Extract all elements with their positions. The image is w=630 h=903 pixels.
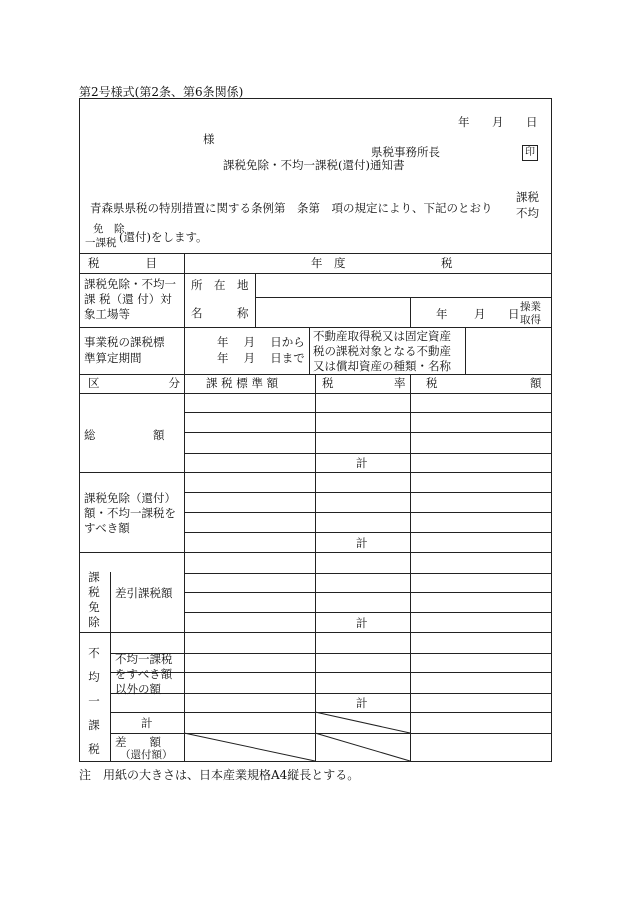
form-reference: 第2号様式(第2条、第6条関係) [79, 85, 244, 99]
uneven-other-2: をすべき額 [115, 667, 173, 681]
col-amount-1: 税 [426, 376, 438, 390]
footnote: 注 用紙の大きさは、日本産業規格A4縦長とする。 [79, 768, 360, 782]
addressee-suffix: 様 [203, 132, 215, 146]
choice-right-1: 課税 [516, 190, 539, 204]
uneven-other-3: 以外の額 [115, 682, 161, 696]
exemption-vertical-label: 課税免除 [88, 570, 100, 629]
total-label: 総 額 [84, 428, 165, 442]
period-label-2: 準算定期間 [84, 351, 142, 365]
col-base: 課 税 標 準 額 [206, 376, 279, 390]
diff-label-2: （還付額） [120, 749, 173, 761]
period-to: 年 月 日まで [217, 351, 305, 365]
deducted-subtotal: 計 [356, 616, 368, 630]
total-subtotal: 計 [356, 456, 368, 470]
fiscal-year-label: 年 度 [311, 256, 346, 270]
strike-rate-diff [315, 733, 410, 761]
tax-item-label: 税 目 [88, 256, 157, 270]
op-day: 日 [508, 307, 520, 321]
strike-base-diff [184, 733, 315, 761]
choice-right-2: 不均 [516, 206, 539, 220]
uneven-sum-label: 計 [141, 716, 153, 730]
body-line-2-tail: (還付)をします。 [119, 230, 208, 244]
issuer: 県税事務所長 [371, 145, 440, 159]
op-year: 年 [436, 307, 448, 321]
uneven-subtotal: 計 [356, 696, 368, 710]
op-month: 月 [474, 307, 486, 321]
col-rate-2: 率 [394, 376, 406, 390]
date-year: 年 [458, 115, 470, 129]
exempt-label-3: すべき額 [84, 521, 130, 535]
property-label-3: 又は償却資産の種類・名称 [313, 359, 451, 373]
body-line-1: 青森県県税の特別措置に関する条例第 条第 項の規定により、下記のとおり [90, 201, 493, 215]
col-category: 区 分 [88, 376, 180, 390]
tax-label: 税 [441, 256, 453, 270]
exempt-subtotal: 計 [356, 536, 368, 550]
name-label: 名 称 [191, 306, 249, 320]
strike-rate-sum [315, 712, 410, 733]
uneven-other-1: 不均一課税 [115, 652, 173, 666]
location-label: 所 在 地 [191, 278, 249, 292]
period-from: 年 月 日から [217, 335, 305, 349]
exempt-label-2: 額・不均一課税を [84, 506, 176, 520]
notice-form [79, 98, 552, 762]
facility-label-3: 象工場等 [84, 307, 130, 321]
col-amount-2: 額 [530, 376, 542, 390]
date-day: 日 [526, 115, 538, 129]
seal-mark: 印 [522, 145, 538, 161]
choice-left-1: 免 除 [93, 223, 125, 235]
diff-label-1: 差 額 [115, 735, 161, 749]
date-month: 月 [492, 115, 504, 129]
deducted-label: 差引課税額 [115, 586, 173, 600]
op-start-2: 取得 [520, 314, 541, 326]
facility-label-1: 課税免除・不均一 [84, 277, 176, 291]
op-start-1: 操業 [520, 301, 541, 313]
property-label-1: 不動産取得税又は固定資産 [313, 329, 451, 343]
period-label-1: 事業税の課税標 [84, 335, 165, 349]
exempt-label-1: 課税免除（還付） [84, 491, 176, 505]
facility-label-2: 課 税（還 付）対 [84, 292, 172, 306]
document-title: 課税免除・不均一課税(還付)通知書 [223, 158, 405, 172]
uneven-vertical-label: 不均一課税 [88, 646, 100, 756]
choice-left-2: 一課税 [85, 237, 117, 249]
col-rate-1: 税 [322, 376, 334, 390]
property-label-2: 税の課税対象となる不動産 [313, 344, 451, 358]
